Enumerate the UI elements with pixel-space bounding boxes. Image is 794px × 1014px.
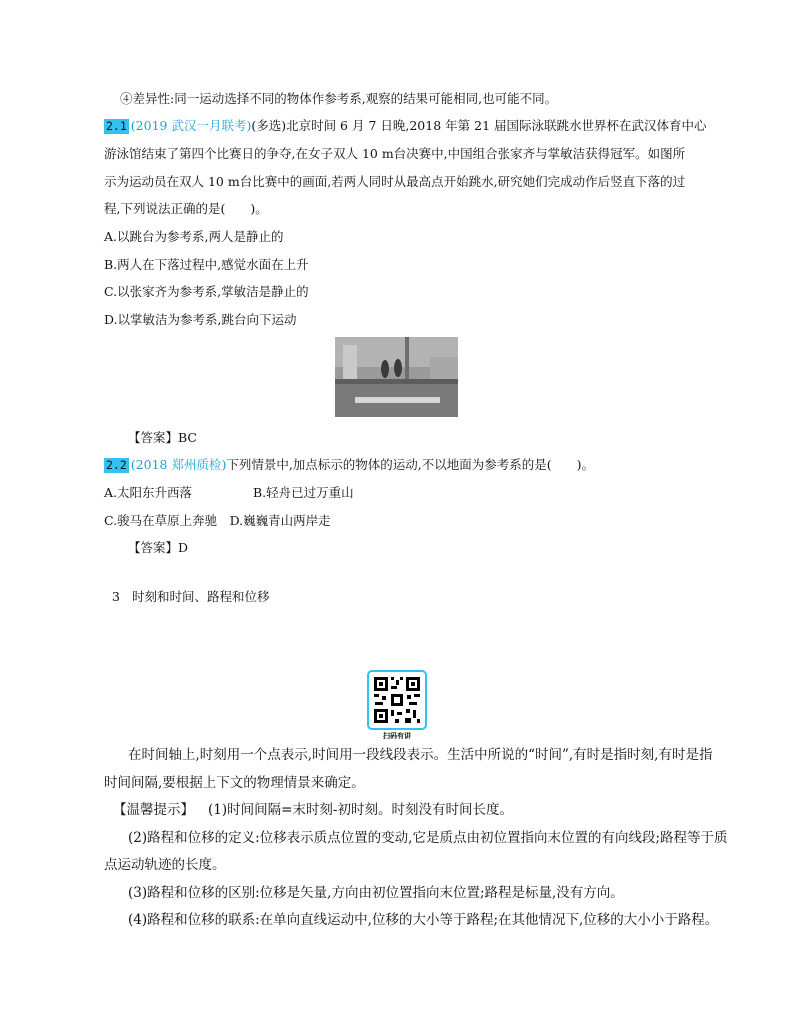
tip-1: (1)时间间隔=末时刻-初时刻。时刻没有时间长度。	[208, 802, 513, 818]
option-b: B.两人在下落过程中,感觉水面在上升	[104, 257, 309, 272]
question-2-2-stem	[104, 456, 594, 474]
tip-2-line-1: (2)路程和位移的定义:位移表示质点位置的变动,它是质点由初位置指向末位置的有向线段;路程等于质	[128, 830, 728, 846]
qr-caption: 扫码有讲	[383, 732, 411, 740]
tip-line-1	[113, 801, 513, 819]
question-source: (2018 郑州质检)	[130, 457, 227, 472]
options-c-d: C.骏马在草原上奔驰 D.巍巍青山两岸走	[104, 513, 331, 528]
tip-label: 【温馨提示】	[113, 802, 194, 818]
question-tag: 2.1	[106, 119, 127, 133]
option-a: A.以跳台为参考系,两人是静止的	[104, 229, 284, 244]
item-4: ④差异性:同一运动选择不同的物体作参考系,观察的结果可能相同,也可能不同。	[120, 91, 558, 106]
tip-2-line-2: 点运动轨迹的长度。	[104, 857, 226, 873]
option-a: A.太阳东升西落	[104, 485, 193, 500]
question-tag: 2.2	[106, 458, 127, 472]
tip-4: (4)路程和位移的联系:在单向直线运动中,位移的大小等于路程;在其他情况下,位移的大小小于路程。	[128, 912, 719, 928]
option-d: D.以掌敏洁为参考系,跳台向下运动	[104, 312, 297, 327]
question-stem: (多选)北京时间 6 月 7 日晚,2018 年第 21 届国际泳联跳水世界杯在武汉体育中心	[251, 118, 707, 133]
question-2-1-line-3: 示为运动员在双人 10 m台比赛中的画面,若两人同时从最高点开始跳水,研究她们完成动作后竖直下落的过	[104, 174, 686, 189]
question-2-1-line-4: 程,下列说法正确的是( )。	[104, 201, 268, 216]
section-heading	[112, 588, 269, 606]
answer-2-2: 【答案】D	[128, 540, 189, 555]
tip-3: (3)路程和位移的区别:位移是矢量,方向由初位置指向末位置;路程是标量,没有方向。	[128, 885, 624, 901]
option-c: C.以张家齐为参考系,掌敏洁是静止的	[104, 284, 309, 299]
question-2-1-line-2: 游泳馆结束了第四个比赛日的争夺,在女子双人 10 m台决赛中,中国组合张家齐与掌敏洁获得冠军。如图所	[104, 146, 686, 161]
body-paragraph-line-1: 在时间轴上,时刻用一个点表示,时间用一段线段表示。生活中所说的“时间”,有时是指时刻,有时是指	[128, 747, 713, 763]
question-source: (2019 武汉一月联考)	[130, 118, 252, 133]
section-number: 3	[112, 589, 120, 604]
section-title: 时刻和时间、路程和位移	[131, 589, 270, 604]
body-paragraph-line-2: 时间间隔,要根据上下文的物理情景来确定。	[104, 775, 365, 791]
diving-photo	[335, 337, 458, 417]
question-stem: 下列情景中,加点标示的物体的运动,不以地面为参考系的是( )。	[226, 457, 595, 472]
option-b: B.轻舟已过万重山	[253, 485, 354, 500]
qr-code-icon[interactable]	[367, 670, 427, 730]
answer-2-1: 【答案】BC	[128, 430, 197, 445]
question-2-1-line-1	[104, 117, 707, 135]
